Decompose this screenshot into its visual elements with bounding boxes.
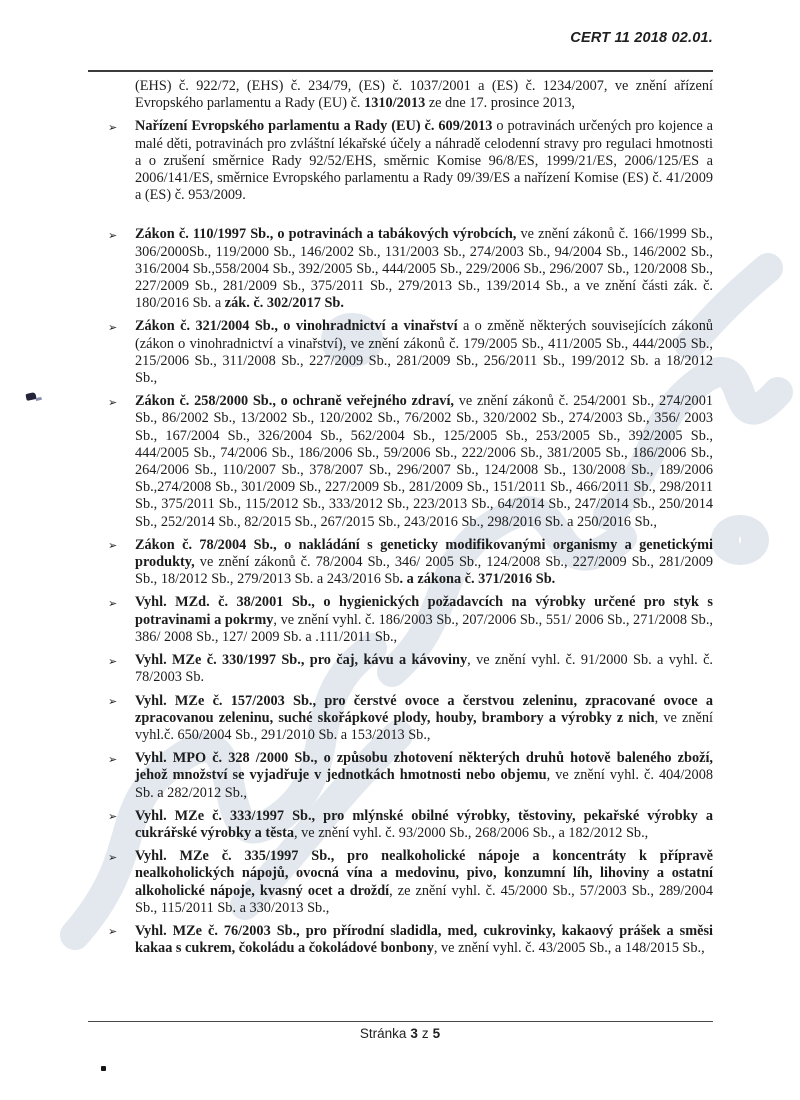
bullet-arrow-icon: ➢ [108, 596, 118, 610]
law-list [108, 118, 714, 957]
law-amendments-text: , ve znění vyhl.č. 650/2004 Sb., 291/2010 Sb. a 153/2013 Sb., [135, 709, 713, 743]
law-title-text: Zákon č. 321/2004 Sb., o vinohradnictví a vinařství [135, 318, 458, 335]
law-title-text: Nařízení Evropského parlamentu a Rady (EU) č. 609/2013 [135, 118, 493, 135]
law-amendments-text: , ve znění vyhl. č. 91/2000 Sb. a vyhl. č. 78/2003 Sb. [135, 652, 714, 686]
page-footer [0, 1026, 800, 1041]
document-reference-code: CERT 11 2018 02.01. [570, 30, 713, 46]
law-title-text: Vyhl. MZe č. 335/1997 Sb., pro nealkoholické nápoje a koncentráty k přípravě nealkoholických nápojů, ovocná vína a medovinu, pivo, konzumní líh, lihoviny a ostatní alkoholické nápoje, kvasný ocet a droždí [135, 848, 713, 899]
law-amendments-text: , ze znění vyhl. č. 45/2000 Sb., 57/2003 Sb., 289/2004 Sb., 115/2011 Sb. a 330/2013 Sb., [135, 882, 713, 916]
list-item-text [135, 537, 713, 587]
list-item [108, 807, 713, 842]
bullet-arrow-icon: ➢ [108, 395, 118, 409]
law-amendments-text: , ve znění vyhl. č. 93/2000 Sb., 268/2006 Sb., a 182/2012 Sb., [293, 824, 649, 841]
law-title-text: zák. č. 302/2017 Sb. [224, 295, 344, 312]
law-title-text: Vyhl. MPO č. 328 /2000 Sb., o způsobu zhotovení některých druhů hotově baleného zboží, jehož množství se vyjadřuje v jednotkách hmotnosti nebo objemu [135, 750, 713, 784]
list-item [108, 393, 713, 531]
law-title-text: Vyhl. MZe č. 333/1997 Sb., pro mlýnské obilné výrobky, těstoviny, pekařské výrobky a cukrářské výrobky a těsta [135, 807, 713, 841]
list-item-text [135, 652, 713, 685]
list-item [108, 652, 714, 686]
footer-page-word: Stránka [359, 1026, 407, 1041]
bullet-arrow-icon: ➢ [108, 850, 118, 864]
list-item-text [135, 226, 713, 311]
list-item [108, 922, 713, 957]
law-title-text: Zákon č. 110/1997 Sb., o potravinách a tabákových výrobcích, [135, 226, 517, 243]
bullet-arrow-icon: ➢ [108, 320, 118, 334]
ink-speck [101, 1066, 106, 1071]
law-amendments-text: ve znění zákonů č. 78/2004 Sb., 346/ 2005 Sb., 124/2008 Sb., 227/2009 Sb., 281/2009 Sb., 18/2012 Sb., 279/2013 Sb. a 243/2016 Sb [135, 554, 713, 588]
law-amendments-text: , ve znění vyhl. č. 404/2008 Sb. a 282/2012 Sb., [135, 767, 713, 801]
ink-speck [25, 392, 36, 401]
law-title-text: Vyhl. MZe č. 76/2003 Sb., pro přírodní sladidla, med, cukrovinky, kakaový prášek a směsi kakaa s cukrem, čokoládu a čokoládové bonbony [135, 922, 713, 957]
law-amendments-text: , ve znění vyhl. č. 43/2005 Sb., a 148/2015 Sb., [433, 940, 705, 957]
bullet-arrow-icon: ➢ [108, 810, 118, 824]
footer-page-total: 5 [432, 1026, 441, 1041]
bullet-arrow-icon: ➢ [108, 752, 118, 766]
law-title-text: Zákon č. 258/2000 Sb., o ochraně veřejného zdraví, [135, 393, 454, 410]
list-item-text [135, 118, 713, 203]
law-amendments-text: o potravinách určených pro kojence a malé děti, potravinách pro zvláštní lékařské účely a náhradě celodenní stravy pro regulaci hmotnosti a o zrušení směrnice Rady 92/52/EHS, směrnic Komise 96/8/ES, 1999/21/ES, 2006/125/ES a 2006/141/ES, směrnice Evropského parlamentu a Rady 09/39/ES a nařízení Komise (ES) č. 41/2009 a (ES) č. 953/2009. [135, 118, 714, 204]
law-title-text: Vyhl. MZd. č. 38/2001 Sb., o hygienických požadavcích na výrobky určené pro styk s potravinami a pokrmy [135, 594, 713, 628]
header-rule [88, 70, 713, 72]
list-item [108, 226, 713, 312]
law-title-text: Vyhl. MZe č. 157/2003 Sb., pro čerstvé ovoce a čerstvou zeleninu, zpracované ovoce a zpracovanou zeleninu, suché skořápkové plody, houby, brambory a výrobky z nich [135, 692, 713, 726]
list-item [108, 848, 713, 917]
law-amendments-text: (EHS) č. 922/72, (EHS) č. 234/79, (ES) č. 1037/2001 a (ES) č. 1234/2007, ve znění ařízení Evropského parlamentu a Rady (EU) č. [135, 78, 713, 112]
list-item [108, 750, 713, 802]
list-item [108, 318, 713, 387]
bullet-arrow-icon: ➢ [108, 654, 118, 668]
law-amendments-text: , ve znění vyhl. č. 186/2003 Sb., 207/2006 Sb., 551/ 2006 Sb., 271/2008 Sb., 386/ 2008 Sb., 127/ 2009 Sb. a .111/2011 Sb., [135, 611, 713, 645]
list-item-text [135, 923, 713, 956]
intro-paragraph [135, 78, 713, 112]
list-item [108, 536, 713, 589]
bullet-arrow-icon: ➢ [108, 228, 118, 242]
law-title-text: . a zákona č. 371/2016 Sb. [399, 571, 556, 588]
list-item-text [135, 594, 713, 644]
footer-page-number: 3 [410, 1026, 418, 1041]
law-amendments-text: ve znění zákonů č. 166/1999 Sb., 306/2000Sb., 119/2000 Sb., 146/2002 Sb., 131/2003 Sb., 274/2003 Sb., 94/2004 Sb., 146/2002 Sb., 316/2004 Sb.,558/2004 Sb., 392/2005 Sb., 444/2005 Sb., 229/2006 Sb., 296/2007 Sb., 120/2008 Sb., 227/2009 Sb., 281/2009 Sb., 375/2011 Sb., 279/2013 Sb., 139/2014 Sb., a ve znění části zák. č. 180/2016 Sb. a [135, 226, 713, 312]
law-amendments-text: a o změně některých souvisejících zákonů (zákon o vinohradnictví a vinařství), ve znění zákonů č. 179/2005 Sb., 411/2005 Sb., 444/2005 Sb., 215/2006 Sb., 311/2008 Sb., 227/2009 Sb., 281/2009 Sb., 256/2011 Sb., 199/2012 Sb. a 18/2012 Sb., [135, 318, 713, 387]
list-item [108, 594, 713, 646]
bullet-arrow-icon: ➢ [108, 120, 118, 134]
footer-of-word: z [421, 1026, 429, 1041]
law-title-text: 1310/2013 [364, 95, 426, 112]
document-body [108, 78, 714, 963]
law-amendments-text: ze dne 17. prosince 2013, [425, 95, 575, 112]
list-item-text [135, 393, 713, 529]
list-item [108, 118, 714, 204]
list-item [108, 692, 713, 745]
list-item-text [135, 750, 713, 800]
bullet-arrow-icon: ➢ [108, 925, 118, 939]
law-title-text: Vyhl. MZe č. 330/1997 Sb., pro čaj, kávu a kávoviny [135, 652, 468, 669]
list-item-text [135, 693, 713, 743]
law-amendments-text: ve znění zákonů č. 254/2001 Sb., 274/2001 Sb., 86/2002 Sb., 13/2002 Sb., 120/2002 Sb., 76/2002 Sb., 320/2002 Sb., 274/2003 Sb., 356/ 2003 Sb., 167/2004 Sb., 326/2004 Sb., 562/2004 Sb., 125/2005 Sb., 253/2005 Sb., 392/2005 Sb., 444/2005 Sb., 74/2006 Sb., 186/2006 Sb., 59/2006 Sb., 222/2006 Sb., 381/2005 Sb., 186/2006 Sb., 264/2006 Sb., 110/2007 Sb., 378/2007 Sb., 296/2007 Sb., 124/2008 Sb., 130/2008 Sb., 189/2006 Sb.,274/2008 Sb., 301/2009 Sb., 227/2009 Sb., 281/2009 Sb., 151/2011 Sb., 466/2011 Sb., 298/2011 Sb., 375/2011 Sb., 115/2012 Sb., 333/2012 Sb., 223/2013 Sb., 64/2014 Sb., 247/2014 Sb., 250/2014 Sb., 252/2014 Sb., 82/2015 Sb., 267/2015 Sb., 243/2016 Sb., 298/2016 Sb. a 250/2016 Sb., [135, 393, 713, 530]
footer-rule [88, 1021, 713, 1022]
list-item-text [135, 808, 713, 841]
list-item-text [135, 318, 713, 386]
bullet-arrow-icon: ➢ [108, 695, 118, 708]
law-title-text: Zákon č. 78/2004 Sb., o nakládání s geneticky modifikovanými organismy a genetickými produkty, [135, 536, 713, 571]
bullet-arrow-icon: ➢ [108, 539, 118, 553]
list-item-text [135, 848, 713, 916]
